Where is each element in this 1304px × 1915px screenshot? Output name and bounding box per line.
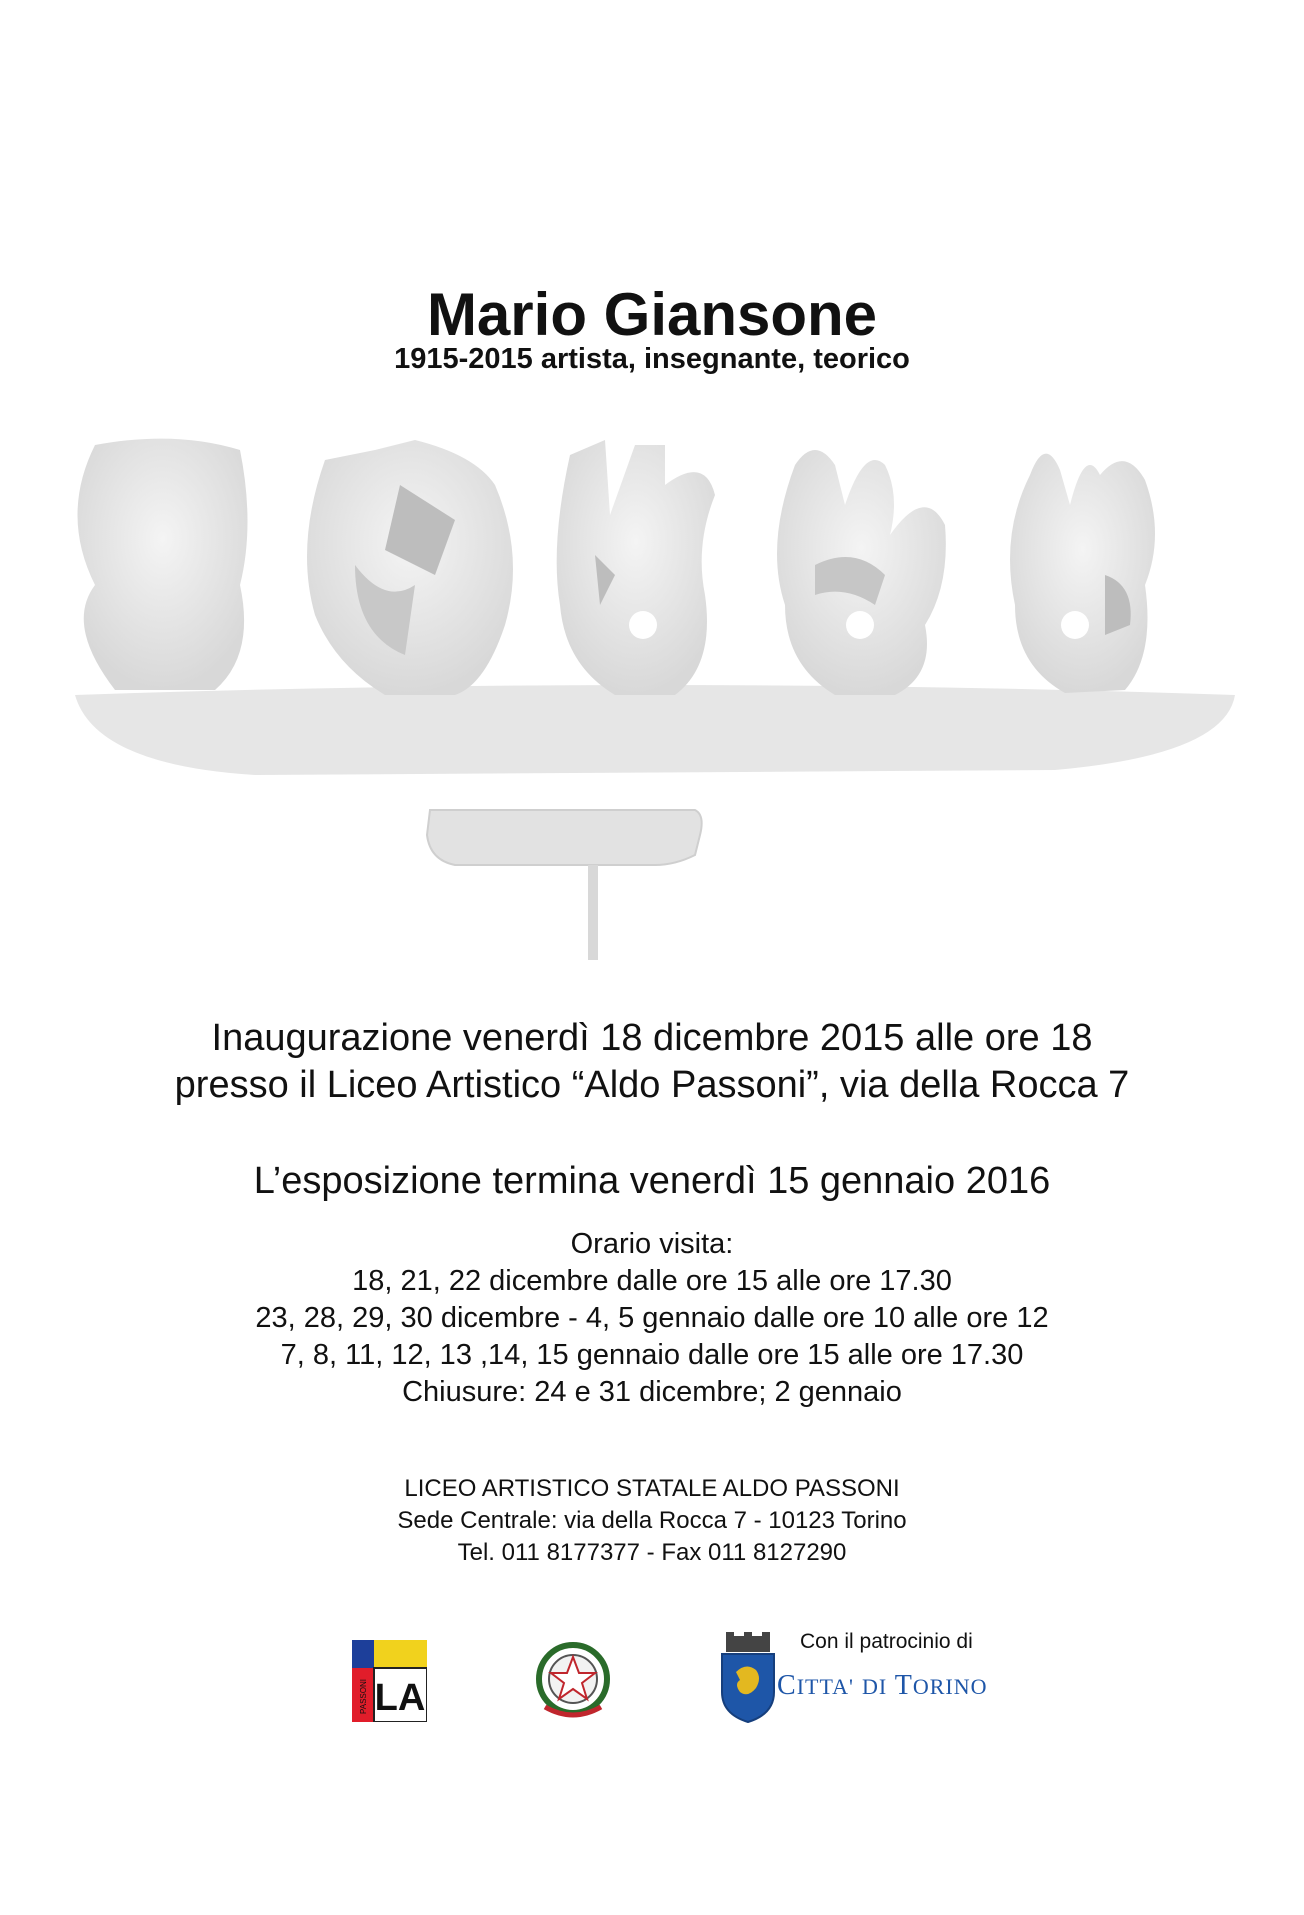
page-subtitle: 1915-2015 artista, insegnante, teorico xyxy=(394,343,910,375)
italian-republic-emblem-icon xyxy=(533,1637,613,1725)
liceo-logo-icon xyxy=(352,1640,427,1722)
hours-line: Chiusure: 24 e 31 dicembre; 2 gennaio xyxy=(402,1376,902,1408)
contact-name: LICEO ARTISTICO STATALE ALDO PASSONI xyxy=(404,1475,900,1502)
hours-title: Orario visita: xyxy=(570,1228,734,1260)
hours-line: 23, 28, 29, 30 dicembre - 4, 5 gennaio dalle ore 10 alle ore 12 xyxy=(255,1302,1049,1334)
page-title: Mario Giansone xyxy=(426,281,878,348)
svg-text:PASSONI: PASSONI xyxy=(359,1679,368,1714)
sculpture-image xyxy=(55,425,1245,965)
torino-crest-icon xyxy=(718,1632,778,1724)
inauguration-line-1: Inaugurazione venerdì 18 dicembre 2015 alle ore 18 xyxy=(211,1017,1093,1059)
contact-phone: Tel. 011 8177377 - Fax 011 8127290 xyxy=(457,1539,847,1566)
hours-line: 7, 8, 11, 12, 13 ,14, 15 gennaio dalle ore 15 alle ore 17.30 xyxy=(280,1339,1024,1371)
contact-block xyxy=(0,1473,1304,1569)
inauguration-line-2: presso il Liceo Artistico “Aldo Passoni”, via della Rocca 7 xyxy=(174,1064,1130,1106)
hours-line: 18, 21, 22 dicembre dalle ore 15 alle ore 17.30 xyxy=(352,1265,952,1297)
contact-address: Sede Centrale: via della Rocca 7 - 10123 Torino xyxy=(397,1507,907,1534)
citta-di-torino-logo-text: CITTA' DI TORINO xyxy=(777,1670,988,1701)
svg-text:LA: LA xyxy=(374,1677,426,1719)
patronage-label: Con il patrocinio di xyxy=(800,1630,973,1653)
closing-date: L’esposizione termina venerdì 15 gennaio 2016 xyxy=(253,1160,1051,1202)
